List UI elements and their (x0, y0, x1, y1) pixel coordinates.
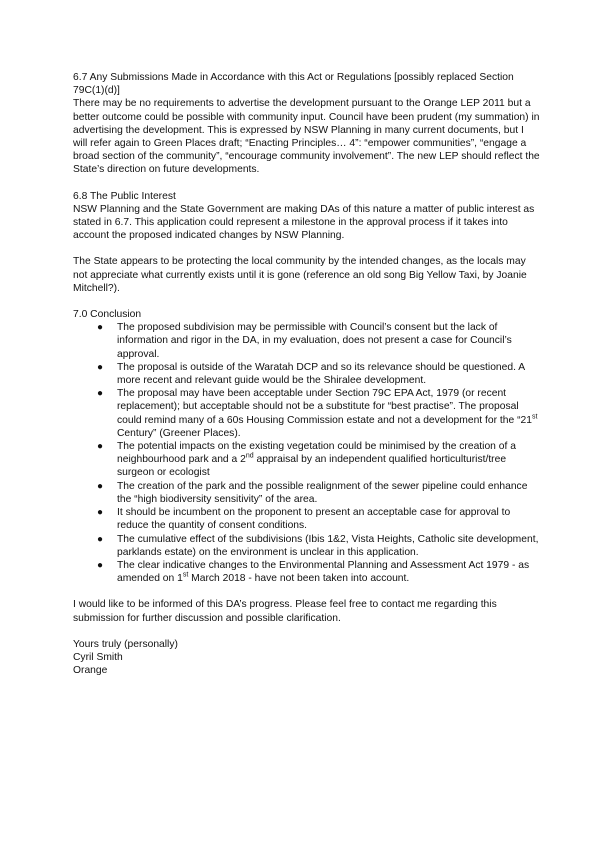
bullet-icon: ● (97, 322, 104, 334)
bullet-icon: ● (97, 361, 104, 373)
conclusion-item (97, 480, 540, 506)
conclusion-item-text: appraisal by an independent qualified horticulturist/tree surgeon or ecologist (117, 454, 507, 479)
conclusion-item (97, 533, 540, 559)
bullet-icon: ● (97, 480, 104, 492)
conclusion-heading: 7.0 Conclusion (73, 309, 142, 321)
superscript: st (182, 571, 189, 579)
superscript: nd (245, 452, 254, 460)
conclusion-item (97, 506, 540, 532)
superscript: st (531, 413, 538, 421)
conclusion-item-text: Century” (Greener Places). (117, 427, 241, 439)
closing-paragraph: I would like to be informed of this DA’s progress. Please feel free to contact me regarding this submission for further discussion and possible clarification. (73, 599, 497, 624)
section-6-8-heading: 6.8 The Public Interest (73, 190, 176, 202)
conclusion-item (97, 361, 540, 387)
conclusion-item (97, 559, 540, 585)
bullet-icon: ● (97, 441, 104, 453)
conclusion-item-text: It should be incumbent on the proponent to present an acceptable case for approval to reduce the quantity of consent conditions. (117, 507, 511, 532)
section-6-7-body: There may be no requirements to advertise the development pursuant to the Orange LEP 2011 but a better outcome could be possible with community input. Council have been prudent (my summation) in advertising the development. This is expressed by NSW Planning in many current documents, but I will refer again to Green Places draft; “Enacting Principles… 4”: “empower communities”, “engage a broad section of the community”, “encourage community involvement”. The new LEP should reflect the State’s direction on future developments. (73, 98, 540, 176)
conclusion-item (97, 440, 540, 480)
signer-location: Orange (73, 665, 108, 677)
conclusion-item-text: The clear indicative changes to the Environmental Planning and Assessment Act 1979 - as amended on 1 (117, 559, 530, 585)
section-6-8-body: NSW Planning and the State Government are making DAs of this nature a matter of public interest as stated in 6.7. This application could represent a milestone in the approval process if it takes into account the proposed indicated changes by NSW Planning. (73, 203, 535, 242)
conclusion-item-text: The creation of the park and the possible realignment of the sewer pipeline could enhance the “high biodiversity sensitivity” of the area. (117, 480, 528, 505)
bullet-icon: ● (97, 388, 104, 400)
conclusion-item-text: The proposal is outside of the Waratah DCP and so its relevance should be questioned. A more recent and relevant guide would be the Shiralee development. (117, 361, 525, 387)
bullet-icon: ● (97, 507, 104, 519)
conclusion-list (73, 321, 540, 585)
conclusion-item-text: The proposed subdivision may be permissible with Council’s consent but the lack of information and rigor in the DA, in my evaluation, does not present a case for Council’s approval. (117, 322, 512, 360)
signoff: Yours truly (personally) (73, 638, 178, 650)
conclusion-item-text: The potential impacts on the existing vegetation could be minimised by the creation of a neighbourhood park and a 2 (117, 441, 516, 466)
conclusion-item-text: The proposal may have been acceptable under Section 79C EPA Act, 1979 (or recent replacement); but acceptable should not be a substitute for “best practise”. The proposal could remind many of a 60s Housing Commission estate and not a development for the “21 (117, 388, 532, 426)
conclusion-item (97, 321, 540, 361)
conclusion-item-text: The cumulative effect of the subdivisions (Ibis 1&2, Vista Heights, Catholic site development, parklands estate) on the environment is unclear in this application. (117, 533, 539, 558)
bullet-icon: ● (97, 533, 104, 545)
signer-name: Cyril Smith (73, 651, 123, 663)
section-6-7-heading: 6.7 Any Submissions Made in Accordance with this Act or Regulations [possibly replaced Section 79C(1)(d)] (73, 72, 514, 97)
bullet-icon: ● (97, 559, 104, 571)
conclusion-item-text: March 2018 - have not been taken into account. (188, 573, 410, 585)
conclusion-item (97, 387, 540, 440)
section-6-8-body-2: The State appears to be protecting the local community by the intended changes, as the locals may not appreciate what currently exists until it is gone (reference an old song Big Yellow Taxi, by Joanie Mitchell?). (73, 256, 527, 294)
